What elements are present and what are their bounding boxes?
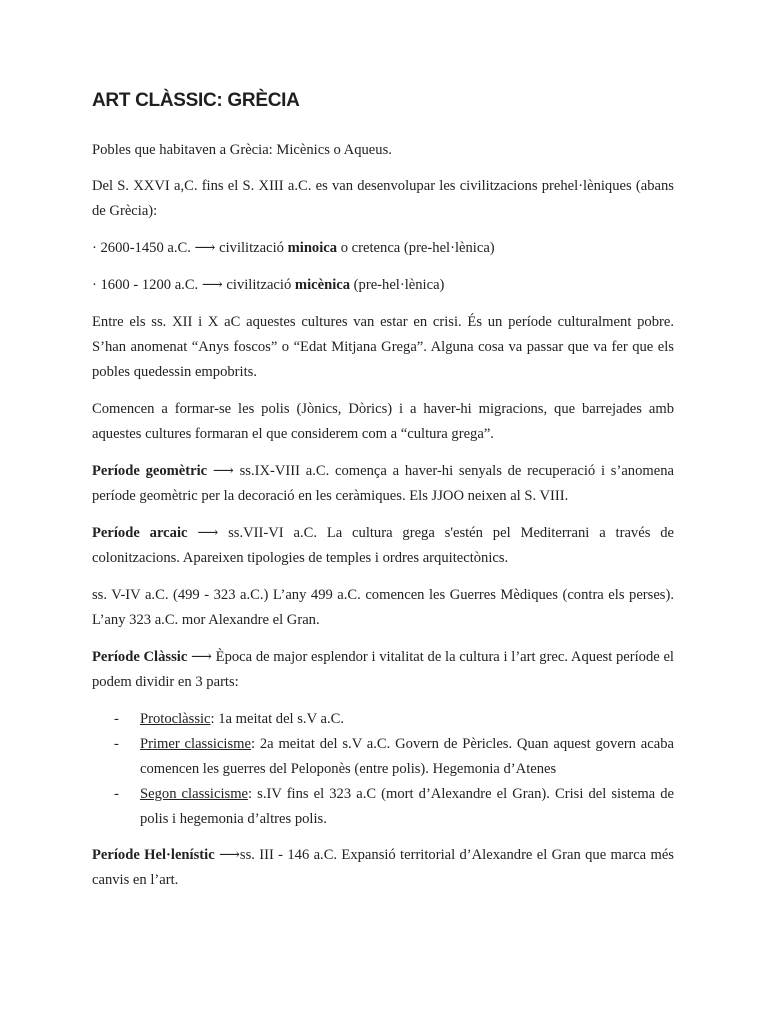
part-text: : 1a meitat del s.V a.C. xyxy=(210,711,345,727)
minoica-line xyxy=(92,236,674,261)
list-item xyxy=(92,732,674,782)
part-text: : 2a meitat del s.V a.C. Govern de Pèricles. Quan aquest govern acaba comencen les guerres del Peloponès (entre polis). Hegemonia d’Atenes xyxy=(140,736,674,777)
prehellenic-paragraph: Del S. XXVI a,C. fins el S. XIII a.C. es van desenvolupar les civilitzacions prehel·lèniques (abans de Grècia): xyxy=(92,178,674,219)
part-text: : s.IV fins el 323 a.C (mort d’Alexandre el Gran). Crisi del sistema de polis i hegemonia d’altres polis. xyxy=(140,786,674,827)
classic-parts-list xyxy=(92,707,674,832)
crisis-paragraph: Entre els ss. XII i X aC aquestes cultures van estar en crisi. És un període culturalment pobre. S’han anomenat “Anys foscos” o “Edat Mitjana Grega”. Alguna cosa va passar que va fer que els pobles quedessin empobrits. xyxy=(92,314,674,380)
hellenistic-paragraph xyxy=(92,843,674,893)
hellenistic-label: Període Hel·lenístic xyxy=(92,847,215,863)
classic-paragraph xyxy=(92,645,674,695)
part-label: Protoclàssic xyxy=(140,711,211,727)
list-dash: - xyxy=(114,786,119,802)
medic-wars-paragraph: ss. V-IV a.C. (499 - 323 a.C.) L’any 499 a.C. comencen les Guerres Mèdiques (contra els perses). L’any 323 a.C. mor Alexandre el Gran. xyxy=(92,587,674,628)
micenica-prefix: · 1600 - 1200 a.C. ⟶ civilització xyxy=(92,277,295,293)
geometric-text: ⟶ ss.IX-VIII a.C. comença a haver-hi senyals de recuperació i s’anomena període geomètric per la decoració en les ceràmiques. Els JJOO neixen al S. VIII. xyxy=(92,463,674,504)
micenica-line xyxy=(92,273,674,298)
minoica-prefix: · 2600-1450 a.C. ⟶ civilització xyxy=(92,240,288,256)
geometric-paragraph xyxy=(92,459,674,509)
part-label: Segon classicisme xyxy=(140,786,249,802)
arcaic-text: ⟶ ss.VII-VI a.C. La cultura grega s'estén pel Mediterrani a través de colonitzacions. Apareixen tipologies de temples i ordres arquitectònics. xyxy=(92,525,674,566)
arcaic-paragraph xyxy=(92,521,674,571)
list-dash: - xyxy=(114,736,119,752)
polis-paragraph: Comencen a formar-se les polis (Jònics, Dòrics) i a haver-hi migracions, que barrejades amb aquestes cultures formaran el que considerem com a “cultura grega”. xyxy=(92,401,674,442)
classic-text: ⟶ Època de major esplendor i vitalitat de la cultura i l’art grec. Aquest període el podem dividir en 3 parts: xyxy=(92,649,674,690)
minoica-suffix: o cretenca (pre-hel·lènica) xyxy=(337,240,495,256)
list-item xyxy=(92,707,674,732)
page-title: ART CLÀSSIC: GRÈCIA xyxy=(92,90,300,111)
list-dash: - xyxy=(114,711,119,727)
micenica-suffix: (pre-hel·lènica) xyxy=(350,277,445,293)
list-item xyxy=(92,782,674,832)
micenica-name: micènica xyxy=(294,277,351,293)
intro-paragraph: Pobles que habitaven a Grècia: Micènics o Aqueus. xyxy=(92,142,392,158)
arcaic-label: Període arcaic xyxy=(92,525,188,541)
minoica-name: minoica xyxy=(287,240,338,256)
document-page xyxy=(92,86,674,905)
geometric-label: Període geomètric xyxy=(92,463,208,479)
classic-label: Període Clàssic xyxy=(92,649,188,665)
part-label: Primer classicisme xyxy=(140,736,251,752)
hellenistic-text: ⟶ss. III - 146 a.C. Expansió territorial d’Alexandre el Gran que marca més canvis en l’art. xyxy=(92,847,674,888)
